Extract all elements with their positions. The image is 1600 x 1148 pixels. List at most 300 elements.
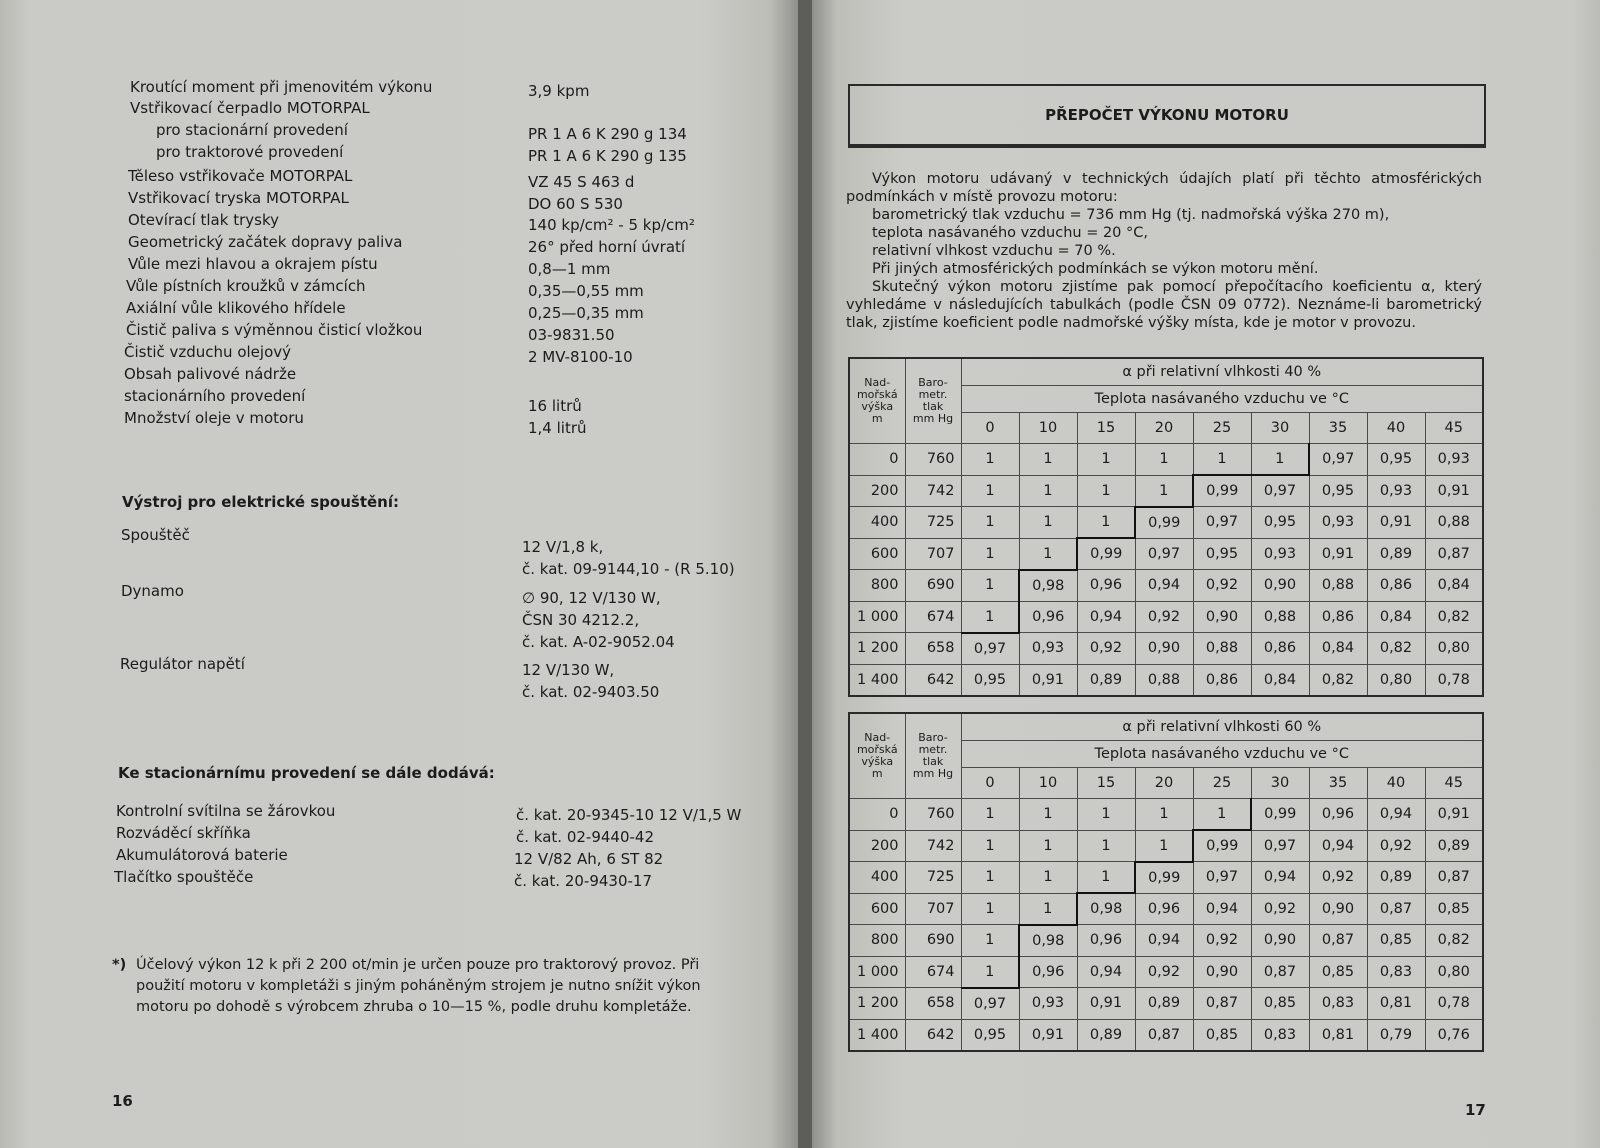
- spec-row: [0, 409, 798, 437]
- spec-value: 2 MV-8100-10: [528, 348, 633, 366]
- spec-row: [0, 211, 798, 233]
- pressure-cell: 690: [905, 925, 961, 957]
- altitude-cell: 800: [849, 570, 905, 602]
- alpha-cell: 0,91: [1019, 1019, 1077, 1051]
- altitude-cell: 0: [849, 799, 905, 831]
- spec-row: [0, 255, 798, 277]
- table-row: [849, 893, 1483, 925]
- spec-row: [0, 321, 798, 343]
- alpha-cell: 0,98: [1019, 570, 1077, 602]
- alpha-cell: 0,90: [1309, 893, 1367, 925]
- altitude-cell: 400: [849, 507, 905, 539]
- spec-label: Axiální vůle klikového hřídele: [126, 299, 346, 317]
- alpha-cell: 0,81: [1309, 1019, 1367, 1051]
- altitude-cell: 600: [849, 893, 905, 925]
- alpha-cell: 0,95: [961, 1019, 1019, 1051]
- intro-paragraph: Skutečný výkon motoru zjistíme pak pomocí přepočítacího koeficientu α, který vyhledáme v následujících tabulkách (podle ČSN 09 0772). Neznáme-li barometrický tlak, zjistíme koeficient podle nadmořské výšky místa, kde je motor v provozu.: [846, 279, 1482, 331]
- pressure-header-line: metr.: [918, 388, 948, 401]
- spec-value: 0,25—0,35 mm: [528, 304, 644, 322]
- stationary-row: [0, 824, 798, 846]
- alpha-cell: 0,85: [1425, 893, 1483, 925]
- altitude-header-line: výška: [861, 755, 894, 768]
- pressure-cell: 707: [905, 538, 961, 570]
- alpha-cell: 0,97: [1193, 507, 1251, 539]
- spec-row: [0, 299, 798, 321]
- alpha-cell: 0,90: [1193, 956, 1251, 988]
- alpha-cell: 0,96: [1019, 956, 1077, 988]
- alpha-cell: 0,93: [1309, 507, 1367, 539]
- spec-row: [0, 233, 798, 255]
- table-row: [849, 538, 1483, 570]
- table-row: [849, 830, 1483, 862]
- altitude-cell: 800: [849, 925, 905, 957]
- alpha-cell: 1: [1019, 893, 1077, 925]
- alpha-cell: 0,88: [1251, 601, 1309, 633]
- spec-label: pro stacionární provedení: [156, 121, 348, 139]
- spec-row: [0, 78, 798, 100]
- alpha-cell: 0,94: [1193, 893, 1251, 925]
- alpha-cell: 0,92: [1193, 570, 1251, 602]
- alpha-cell: 0,97: [1135, 538, 1193, 570]
- alpha-cell: 1: [961, 507, 1019, 539]
- alpha-cell: 0,97: [961, 988, 1019, 1020]
- temperature-header: 10: [1019, 768, 1077, 799]
- alpha-cell: 0,99: [1077, 538, 1135, 570]
- alpha-table: [848, 357, 1484, 697]
- regulator-catalog: č. kat. 02-9403.50: [522, 683, 660, 701]
- table-row: [849, 799, 1483, 831]
- alpha-cell: 1: [1251, 444, 1309, 476]
- alpha-cell: 0,76: [1425, 1019, 1483, 1051]
- temperature-header: 0: [961, 413, 1019, 444]
- alpha-cell: 0,97: [1309, 444, 1367, 476]
- temperature-header: 35: [1309, 768, 1367, 799]
- spec-row: [0, 189, 798, 211]
- pressure-cell: 707: [905, 893, 961, 925]
- alpha-cell: 0,93: [1019, 633, 1077, 665]
- alpha-cell: 0,98: [1019, 925, 1077, 957]
- page-number-right: 17: [1465, 1101, 1486, 1119]
- alpha-cell: 1: [1019, 507, 1077, 539]
- page-number-left: 16: [112, 1092, 133, 1110]
- alpha-cell: 0,94: [1251, 862, 1309, 894]
- spec-row: [0, 277, 798, 299]
- alpha-cell: 0,96: [1077, 570, 1135, 602]
- alpha-cell: 1: [1019, 538, 1077, 570]
- alpha-cell: 1: [1193, 444, 1251, 476]
- spec-label: Čistič paliva s výměnnou čisticí vložkou: [126, 321, 423, 339]
- altitude-header-line: m: [871, 412, 883, 425]
- alpha-cell: 0,91: [1309, 538, 1367, 570]
- alpha-cell: 1: [1019, 830, 1077, 862]
- spec-value: 3,9 kpm: [528, 82, 590, 100]
- stationary-label: Rozváděcí skříňka: [116, 824, 251, 842]
- alpha-cell: 1: [1019, 444, 1077, 476]
- starter-catalog: č. kat. 09-9144,10 - (R 5.10): [522, 560, 735, 578]
- alpha-cell: 1: [1077, 444, 1135, 476]
- alpha-cell: 0,79: [1367, 1019, 1425, 1051]
- alpha-cell: 1: [1077, 799, 1135, 831]
- alpha-cell: 0,92: [1077, 633, 1135, 665]
- alpha-cell: 1: [961, 444, 1019, 476]
- footnote: [112, 955, 752, 1018]
- pressure-header-line: metr.: [918, 743, 948, 756]
- spec-label: Vůle mezi hlavou a okrajem pístu: [128, 255, 378, 273]
- spec-value: 0,8—1 mm: [528, 260, 611, 278]
- book-gutter: [798, 0, 812, 1148]
- alpha-cell: 0,82: [1367, 633, 1425, 665]
- alpha-cell: 0,86: [1367, 570, 1425, 602]
- temperature-header: 20: [1135, 768, 1193, 799]
- left-page: [0, 0, 798, 1148]
- spec-value: 0,35—0,55 mm: [528, 282, 644, 300]
- alpha-cell: 1: [961, 925, 1019, 957]
- altitude-header-line: Nad-: [864, 731, 891, 744]
- alpha-cell: 0,94: [1077, 956, 1135, 988]
- alpha-cell: 0,93: [1019, 988, 1077, 1020]
- pressure-cell: 690: [905, 570, 961, 602]
- regulator-label: Regulátor napětí: [120, 655, 245, 673]
- intro-condition: teplota nasávaného vzduchu = 20 °C,: [872, 225, 1149, 241]
- alpha-cell: 1: [1135, 444, 1193, 476]
- alpha-cell: 0,90: [1193, 601, 1251, 633]
- temperature-header: 20: [1135, 413, 1193, 444]
- spec-label: Obsah palivové nádrže: [124, 365, 297, 383]
- altitude-header-line: Nad-: [864, 376, 891, 389]
- table-row: [849, 1019, 1483, 1051]
- alpha-cell: 0,87: [1193, 988, 1251, 1020]
- alpha-cell: 1: [961, 475, 1019, 507]
- alpha-table: [848, 712, 1484, 1052]
- pressure-header-line: Baro-: [918, 376, 948, 389]
- temperature-header: 0: [961, 768, 1019, 799]
- spec-label: Kroutící moment při jmenovitém výkonu: [130, 78, 433, 96]
- table-row: [849, 633, 1483, 665]
- alpha-cell: 0,85: [1367, 925, 1425, 957]
- pressure-cell: 658: [905, 633, 961, 665]
- alpha-cell: 0,82: [1425, 601, 1483, 633]
- spec-row: [0, 143, 798, 165]
- alpha-cell: 0,89: [1077, 664, 1135, 696]
- alpha-cell: 1: [961, 862, 1019, 894]
- table-row: [849, 601, 1483, 633]
- table-row: [849, 862, 1483, 894]
- altitude-cell: 1 200: [849, 988, 905, 1020]
- pressure-cell: 674: [905, 601, 961, 633]
- alpha-cell: 0,97: [1251, 475, 1309, 507]
- pressure-header-line: tlak: [922, 400, 944, 413]
- spec-label: Geometrický začátek dopravy paliva: [128, 233, 403, 251]
- alpha-cell: 0,95: [1309, 475, 1367, 507]
- alpha-cell: 0,87: [1251, 956, 1309, 988]
- pressure-cell: 658: [905, 988, 961, 1020]
- alpha-cell: 0,90: [1251, 925, 1309, 957]
- alpha-cell: 0,85: [1309, 956, 1367, 988]
- alpha-cell: 0,94: [1367, 799, 1425, 831]
- pressure-header-line: mm Hg: [912, 767, 954, 780]
- alpha-cell: 0,91: [1367, 507, 1425, 539]
- temperature-header: 15: [1077, 768, 1135, 799]
- intro-paragraph: Při jiných atmosférických podmínkách se výkon motoru mění.: [872, 261, 1319, 277]
- dynamo-standard: ČSN 30 4212.2,: [522, 611, 640, 629]
- temperature-header: 45: [1425, 413, 1483, 444]
- intro-text: [846, 170, 1482, 332]
- altitude-cell: 1 200: [849, 633, 905, 665]
- alpha-cell: 0,94: [1309, 830, 1367, 862]
- dynamo-catalog: č. kat. A-02-9052.04: [522, 633, 675, 651]
- altitude-cell: 1 000: [849, 956, 905, 988]
- altitude-cell: 1 400: [849, 1019, 905, 1051]
- alpha-cell: 0,80: [1367, 664, 1425, 696]
- humidity-caption: α při relativní vlhkosti 40 %: [961, 358, 1483, 386]
- alpha-cell: 1: [1019, 862, 1077, 894]
- pressure-header: [905, 713, 961, 799]
- altitude-header: [849, 713, 905, 799]
- spec-label: Těleso vstřikovače MOTORPAL: [128, 167, 353, 185]
- intro-paragraph: Výkon motoru udávaný v technických údajích platí při těchto atmosférických podmínkách v místě provozu motoru:: [846, 171, 1482, 205]
- altitude-header-line: mořská: [856, 388, 898, 401]
- alpha-cell: 0,89: [1077, 1019, 1135, 1051]
- footnote-text: Účelový výkon 12 k při 2 200 ot/min je určen pouze pro traktorový provoz. Při použití motoru v kompletáži s jiným poháněným strojem je nutno snížit výkon motoru po dohodě s výrobcem zhruba o 10—15 %, podle druhu kompletáže.: [136, 957, 701, 1015]
- spec-row: [0, 365, 798, 387]
- table-row: [849, 444, 1483, 476]
- alpha-cell: 1: [961, 893, 1019, 925]
- temperature-header: 35: [1309, 413, 1367, 444]
- alpha-cell: 0,86: [1193, 664, 1251, 696]
- alpha-cell: 1: [1193, 799, 1251, 831]
- alpha-cell: 0,87: [1135, 1019, 1193, 1051]
- alpha-cell: 0,87: [1367, 893, 1425, 925]
- stationary-row: [0, 868, 798, 890]
- alpha-cell: 0,90: [1135, 633, 1193, 665]
- alpha-cell: 0,88: [1425, 507, 1483, 539]
- alpha-cell: 0,97: [961, 633, 1019, 665]
- alpha-cell: 0,92: [1135, 601, 1193, 633]
- section-title-box: [848, 84, 1486, 148]
- temperature-header: 40: [1367, 413, 1425, 444]
- alpha-cell: 0,84: [1309, 633, 1367, 665]
- alpha-cell: 0,96: [1077, 925, 1135, 957]
- temperature-caption: Teplota nasávaného vzduchu ve °C: [961, 741, 1483, 768]
- spec-row: [0, 99, 798, 121]
- altitude-cell: 1 000: [849, 601, 905, 633]
- stationary-label: Akumulátorová baterie: [116, 846, 288, 864]
- spec-label: Množství oleje v motoru: [124, 409, 304, 427]
- alpha-cell: 0,92: [1135, 956, 1193, 988]
- alpha-cell: 0,88: [1135, 664, 1193, 696]
- altitude-cell: 200: [849, 830, 905, 862]
- spec-value: VZ 45 S 463 d: [528, 173, 635, 191]
- alpha-cell: 1: [961, 830, 1019, 862]
- alpha-cell: 0,91: [1077, 988, 1135, 1020]
- alpha-cell: 0,93: [1367, 475, 1425, 507]
- alpha-cell: 0,92: [1309, 862, 1367, 894]
- alpha-cell: 1: [1077, 475, 1135, 507]
- alpha-cell: 0,95: [1367, 444, 1425, 476]
- table-row: [849, 507, 1483, 539]
- alpha-cell: 0,96: [1309, 799, 1367, 831]
- alpha-cell: 0,78: [1425, 988, 1483, 1020]
- pressure-header-line: mm Hg: [912, 412, 954, 425]
- section-title: PŘEPOČET VÝKONU MOTORU: [1045, 106, 1289, 124]
- intro-condition: relativní vlhkost vzduchu = 70 %.: [872, 243, 1116, 259]
- alpha-cell: 0,81: [1367, 988, 1425, 1020]
- temperature-header: 40: [1367, 768, 1425, 799]
- alpha-cell: 0,91: [1425, 475, 1483, 507]
- alpha-cell: 0,95: [1251, 507, 1309, 539]
- pressure-header-line: Baro-: [918, 731, 948, 744]
- altitude-cell: 400: [849, 862, 905, 894]
- alpha-cell: 0,95: [1193, 538, 1251, 570]
- spec-label: pro traktorové provedení: [156, 143, 344, 161]
- intro-condition: barometrický tlak vzduchu = 736 mm Hg (tj. nadmořská výška 270 m),: [872, 207, 1390, 223]
- alpha-cell: 1: [961, 570, 1019, 602]
- alpha-cell: 0,97: [1251, 830, 1309, 862]
- alpha-cell: 0,92: [1367, 830, 1425, 862]
- pressure-cell: 725: [905, 507, 961, 539]
- spec-value: 140 kp/cm² - 5 kp/cm²: [528, 216, 695, 234]
- spec-label: Vůle pístních kroužků v zámcích: [126, 277, 366, 295]
- alpha-cell: 1: [961, 538, 1019, 570]
- alpha-cell: 0,93: [1425, 444, 1483, 476]
- temperature-header: 25: [1193, 413, 1251, 444]
- spec-value: 1,4 litrů: [528, 419, 587, 437]
- regulator-value: 12 V/130 W,: [522, 661, 615, 679]
- alpha-cell: 0,87: [1309, 925, 1367, 957]
- alpha-cell: 0,99: [1193, 830, 1251, 862]
- altitude-header-line: m: [871, 767, 883, 780]
- temperature-header: 45: [1425, 768, 1483, 799]
- alpha-cell: 0,99: [1135, 507, 1193, 539]
- alpha-cell: 0,98: [1077, 893, 1135, 925]
- stationary-value: č. kat. 20-9345-10 12 V/1,5 W: [516, 806, 742, 824]
- alpha-cell: 0,92: [1251, 893, 1309, 925]
- alpha-cell: 0,91: [1019, 664, 1077, 696]
- pressure-header: [905, 358, 961, 444]
- alpha-cell: 0,91: [1425, 799, 1483, 831]
- dynamo-value: ∅ 90, 12 V/130 W,: [522, 589, 661, 607]
- table-row: [849, 925, 1483, 957]
- alpha-cell: 0,88: [1309, 570, 1367, 602]
- table-row: [849, 570, 1483, 602]
- temperature-header: 25: [1193, 768, 1251, 799]
- alpha-cell: 0,82: [1309, 664, 1367, 696]
- pressure-header-line: tlak: [922, 755, 944, 768]
- alpha-cell: 1: [1135, 799, 1193, 831]
- alpha-cell: 0,95: [961, 664, 1019, 696]
- alpha-cell: 0,86: [1251, 633, 1309, 665]
- pressure-cell: 760: [905, 444, 961, 476]
- pressure-cell: 742: [905, 475, 961, 507]
- alpha-cell: 0,93: [1251, 538, 1309, 570]
- alpha-cell: 1: [1019, 799, 1077, 831]
- alpha-cell: 0,87: [1425, 538, 1483, 570]
- altitude-cell: 200: [849, 475, 905, 507]
- stationary-heading: Ke stacionárnímu provedení se dále dodává:: [118, 764, 495, 782]
- alpha-cell: 0,96: [1135, 893, 1193, 925]
- spec-row: [0, 167, 798, 189]
- spec-row: [0, 343, 798, 365]
- spec-row: [0, 121, 798, 143]
- spec-value: 16 litrů: [528, 397, 582, 415]
- alpha-cell: 1: [961, 601, 1019, 633]
- alpha-cell: 0,99: [1135, 862, 1193, 894]
- alpha-cell: 1: [1077, 862, 1135, 894]
- table-row: [849, 988, 1483, 1020]
- stationary-value: č. kat. 20-9430-17: [514, 872, 652, 890]
- alpha-cell: 0,85: [1251, 988, 1309, 1020]
- spec-label: Čistič vzduchu olejový: [124, 343, 291, 361]
- alpha-cell: 0,97: [1193, 862, 1251, 894]
- alpha-cell: 0,85: [1193, 1019, 1251, 1051]
- footnote-mark: *): [112, 957, 127, 973]
- alpha-cell: 0,89: [1135, 988, 1193, 1020]
- altitude-header: [849, 358, 905, 444]
- pressure-cell: 742: [905, 830, 961, 862]
- alpha-cell: 0,84: [1251, 664, 1309, 696]
- alpha-cell: 1: [1135, 830, 1193, 862]
- alpha-cell: 0,94: [1135, 570, 1193, 602]
- spec-value: DO 60 S 530: [528, 195, 623, 213]
- alpha-cell: 0,94: [1135, 925, 1193, 957]
- alpha-cell: 0,89: [1425, 830, 1483, 862]
- table-row: [849, 475, 1483, 507]
- alpha-cell: 0,89: [1367, 862, 1425, 894]
- spec-label: Otevírací tlak trysky: [128, 211, 279, 229]
- alpha-cell: 0,96: [1019, 601, 1077, 633]
- alpha-cell: 0,99: [1251, 799, 1309, 831]
- alpha-cell: 0,82: [1425, 925, 1483, 957]
- alpha-cell: 0,90: [1251, 570, 1309, 602]
- alpha-cell: 0,92: [1193, 925, 1251, 957]
- stationary-value: 12 V/82 Ah, 6 ST 82: [514, 850, 664, 868]
- alpha-cell: 0,83: [1367, 956, 1425, 988]
- alpha-cell: 1: [1077, 507, 1135, 539]
- temperature-header: 10: [1019, 413, 1077, 444]
- pressure-cell: 642: [905, 1019, 961, 1051]
- altitude-cell: 600: [849, 538, 905, 570]
- alpha-cell: 0,88: [1193, 633, 1251, 665]
- pressure-cell: 642: [905, 664, 961, 696]
- temperature-header: 30: [1251, 768, 1309, 799]
- spec-label: Vstřikovací čerpadlo MOTORPAL: [130, 99, 370, 117]
- alpha-cell: 1: [961, 799, 1019, 831]
- starter-value: 12 V/1,8 k,: [522, 538, 604, 556]
- alpha-cell: 0,87: [1425, 862, 1483, 894]
- table-row: [849, 664, 1483, 696]
- altitude-cell: 1 400: [849, 664, 905, 696]
- spec-value: PR 1 A 6 K 290 g 135: [528, 147, 687, 165]
- humidity-caption: α při relativní vlhkosti 60 %: [961, 713, 1483, 741]
- alpha-cell: 0,84: [1425, 570, 1483, 602]
- alpha-cell: 0,89: [1367, 538, 1425, 570]
- altitude-cell: 0: [849, 444, 905, 476]
- spec-label: stacionárního provedení: [124, 387, 306, 405]
- pressure-cell: 725: [905, 862, 961, 894]
- spec-value: PR 1 A 6 K 290 g 134: [528, 125, 687, 143]
- spec-value: 03-9831.50: [528, 326, 615, 344]
- temperature-header: 30: [1251, 413, 1309, 444]
- electric-heading: Výstroj pro elektrické spouštění:: [122, 493, 399, 511]
- pressure-cell: 760: [905, 799, 961, 831]
- spec-value: 26° před horní úvratí: [528, 238, 686, 256]
- alpha-cell: 0,80: [1425, 956, 1483, 988]
- alpha-cell: 1: [1077, 830, 1135, 862]
- alpha-cell: 0,83: [1309, 988, 1367, 1020]
- stationary-row: [0, 802, 798, 824]
- stationary-label: Kontrolní svítilna se žárovkou: [116, 802, 336, 820]
- alpha-cell: 0,99: [1193, 475, 1251, 507]
